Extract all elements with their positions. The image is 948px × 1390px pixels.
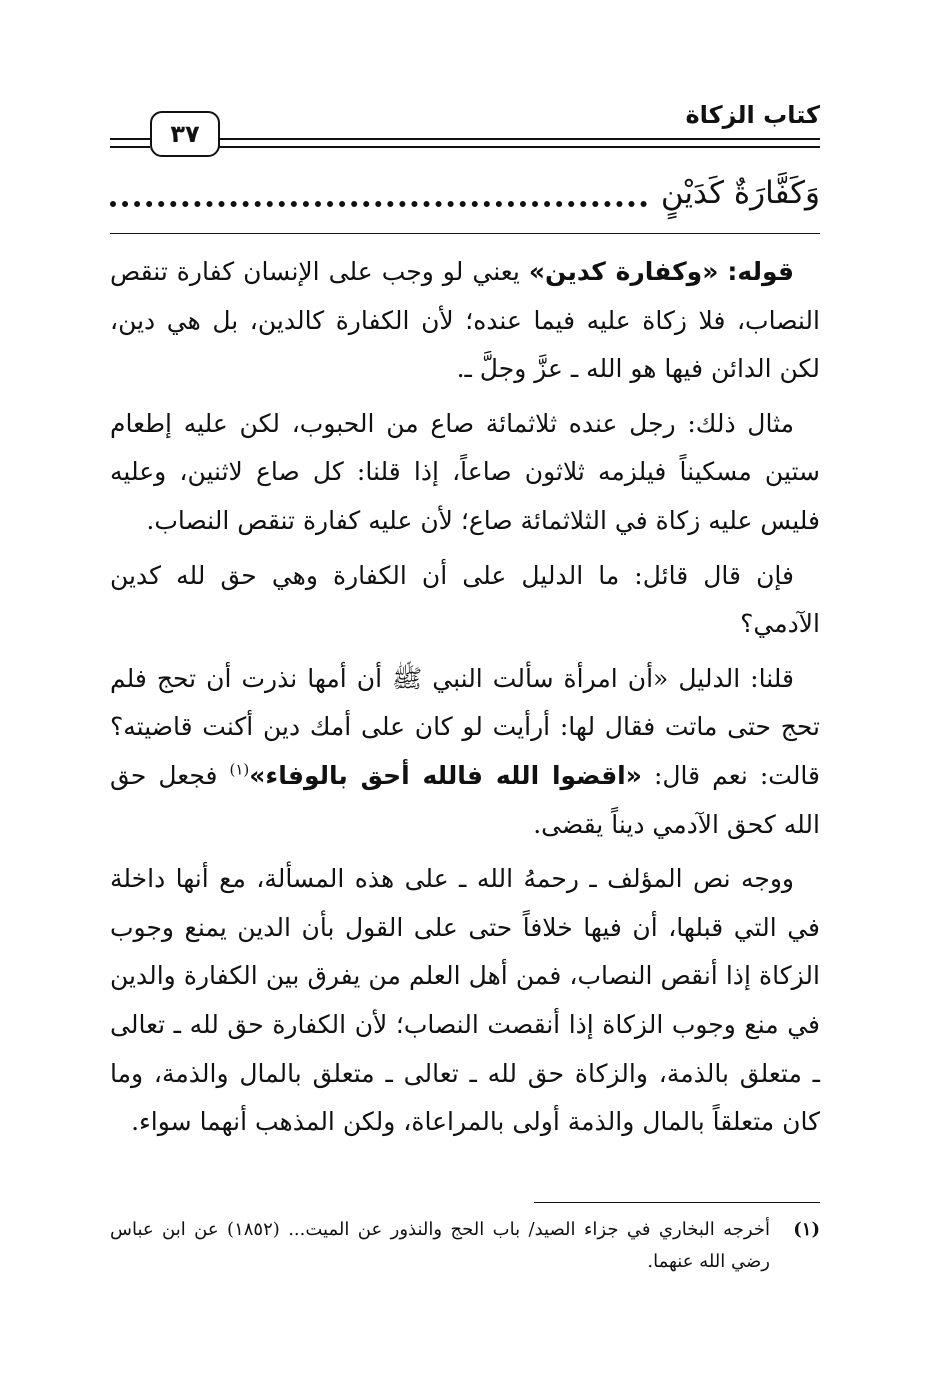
paragraph-5: ووجه نص المؤلف ـ رحمهُ الله ـ على هذه المسألة، مع أنها داخلة في التي قبلها، أن فيها خلافاً حتى على القول بأن الدين يمنع وجوب الزكاة إذا أنقص النصاب، فمن أهل العلم من يفرق بين الكفارة والدين في منع وجوب الزكاة إذا أنقصت النصاب؛ لأن الكفارة حق لله ـ تعالى ـ متعلق بالذمة، والزكاة حق لله ـ تعالى ـ متعلق بالمال والذمة، وما كان متعلقاً بالمال والذمة أولى بالمراعاة، ولكن المذهب أنهما سواء.	[110, 864, 820, 1137]
footnote-text: أخرجه البخاري في جزاء الصيد/ باب الحج والنذور عن الميت... (١٨٥٢) عن ابن عباس رضي الله عنهما.	[110, 1219, 770, 1272]
paragraph-2: مثال ذلك: رجل عنده ثلاثمائة صاع من الحبوب، لكن عليه إطعام ستين مسكيناً فيلزمه ثلاثون صاعاً، إذا قلنا: كل صاع لاثنين، وعليه فليس عليه زكاة في الثلاثمائة صاع؛ لأن عليه كفارة تنقص النصاب.	[110, 408, 820, 535]
header-double-rule	[218, 138, 820, 148]
matn-line	[110, 168, 820, 218]
paragraph-4-text-b: فجعل حق الله كحق الآدمي ديناً يقضى.	[110, 760, 820, 839]
footnote-item	[110, 1214, 820, 1278]
paragraph-4-text-a: قلنا: الدليل «أن امرأة سألت النبي ﷺ أن أمها نذرت أن تحج فلم تحج حتى ماتت فقال لها: أرأيت لو كان على أمك دين أكنت قاضيته؟ قالت: نعم قال:	[110, 663, 821, 790]
hadith-quote: «اقضوا الله فالله أحق بالوفاء»	[249, 760, 642, 790]
footnote-number: (١)	[793, 1219, 820, 1240]
running-header-title: كتاب الزكاة	[685, 101, 820, 129]
paragraph-1-text: يعني لو وجب على الإنسان كفارة تنقص النصاب، فلا زكاة عليه فيما عنده؛ لأن الكفارة كالدين، بل هي دين، لكن الدائن فيها هو الله ـ عزَّ وجلَّ ـ.	[110, 257, 820, 384]
commentary-body	[110, 248, 820, 1153]
matn-separator-rule	[110, 233, 820, 234]
matn-quote: «وكفارة كدين»	[528, 257, 719, 286]
footnote-ref[interactable]: (١)	[229, 760, 250, 779]
dotted-leader	[110, 197, 647, 207]
paragraph-1	[110, 248, 820, 394]
qawluhu-label: قوله:	[727, 257, 794, 286]
footnotes	[110, 1214, 820, 1278]
matn-text: وَكَفَّارَةٌ كَدَيْنٍ	[660, 175, 820, 211]
paragraph-3: فإن قال قائل: ما الدليل على أن الكفارة وهي حق لله كدين الآدمي؟	[110, 560, 820, 639]
footnote-separator	[534, 1202, 820, 1203]
page-number: ٣٧	[150, 111, 220, 157]
header-double-rule-left	[110, 138, 150, 148]
paragraph-4	[110, 655, 820, 849]
